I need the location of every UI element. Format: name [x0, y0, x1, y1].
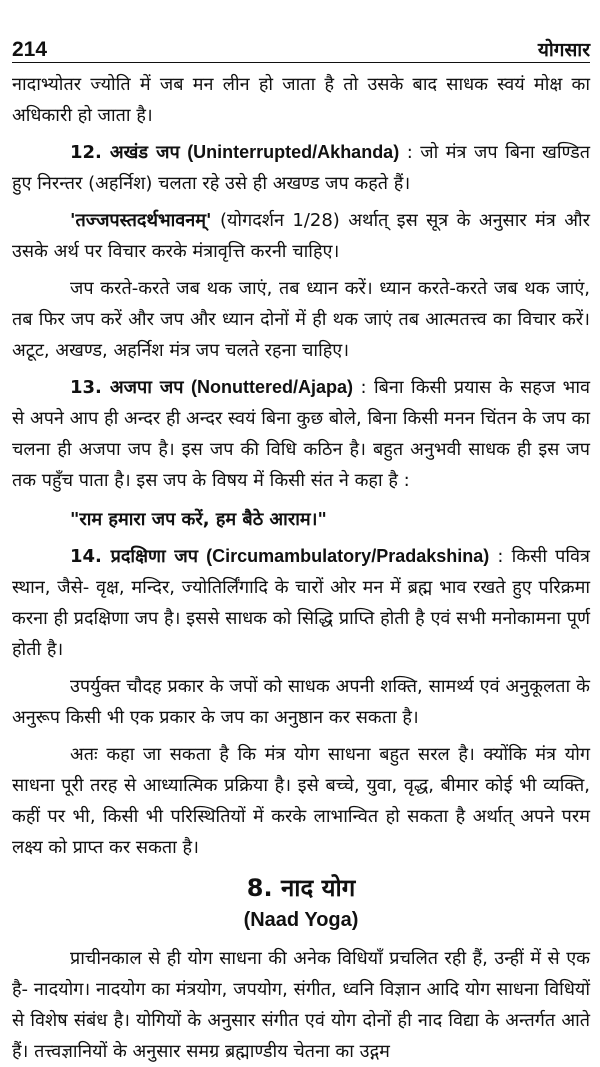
english-term-ajapa: (Nonuttered/Ajapa): [190, 377, 353, 397]
paragraph-1: नादाभ्योतर ज्योति में जब मन लीन हो जाता है तो उसके बाद साधक स्वयं मोक्ष का अधिकारी हो जाता है।: [12, 74, 590, 126]
paragraph-sutra-text: (योगदर्शन 1/28) अर्थात् इस सूत्र के अनुसार मंत्र और उसके अर्थ पर विचार करके मंत्रावृत्ति करनी चाहिए।: [12, 210, 590, 262]
paragraph-pradakshina-jap: [12, 541, 590, 665]
item-number-14: 14. प्रदक्षिणा जप: [70, 546, 198, 567]
page-header: [12, 0, 590, 63]
paragraph-naad-yoga: प्राचीनकाल से ही योग साधना की अनेक विधियाँ प्रचलित रही हैं, उन्हीं में से एक है- नादयोग। नादयोग का मंत्रयोग, जपयोग, संगीत, ध्वनि विज्ञान आदि योग साधना विधियों से विशेष संबंध है। योगियों के अनुसार संगीत एवं योग दोनों ही नाद विद्या के अन्तर्गत आते हैं। तत्त्वज्ञानियों के अनुसार समग्र ब्रह्माण्डीय चेतना का उद्गम: [12, 948, 590, 1062]
page-body: [12, 69, 590, 1067]
section-subtitle: (Naad Yoga): [243, 909, 359, 931]
paragraph-akhanda-jap: [12, 137, 590, 199]
paragraph-summary: उपर्युक्त चौदह प्रकार के जपों को साधक अपनी शक्ति, सामर्थ्य एवं अनुकूलता के अनुरूप किसी भी एक प्रकार के जप का अनुष्ठान कर सकता है।: [12, 676, 590, 728]
english-term-akhanda: (Uninterrupted/Akhanda): [187, 142, 400, 162]
paragraph-akhanda-text: : जो मंत्र जप बिना खण्डित हुए निरन्तर (अहर्निश) चलता रहे उसे ही अखण्ड जप कहते हैं।: [12, 142, 590, 194]
paragraph-pradakshina-text: : किसी पवित्र स्थान, जैसे- वृक्ष, मन्दिर, ज्योतिर्लिंगादि के चारों ओर मन में ब्रह्म भाव रखते हुए परिक्रमा करना ही प्रदक्षिणा जप है। इससे साधक को सिद्धि प्राप्ति होती है एवं सभी मनोकामना पूर्ण होती है।: [12, 546, 590, 660]
paragraph-jap-dhyan: जप करते-करते जब थक जाएं, तब ध्यान करें। ध्यान करते-करते जब थक जाएं, तब फिर जप करें और जप और ध्यान दोनों में ही थक जाएं तब आत्मतत्त्व का विचार करें। अटूट, अखण्ड, अहर्निश मंत्र जप चलते रहना चाहिए।: [12, 278, 590, 361]
paragraph-ajapa-text: : बिना किसी प्रयास के सहज भाव से अपने आप ही अन्दर ही अन्दर स्वयं बिना कुछ बोले, बिना किसी मनन चिंतन के जप का चलना ही अजपा जप है। इस जप की विधि कठिन है। बहुत अनुभवी साधक ही इस जप तक पहुँच पाता है। इस जप के विषय में किसी संत ने कहा है :: [12, 377, 590, 491]
page-number: 214: [12, 38, 48, 61]
section-title: 8. नाद योग: [246, 874, 356, 902]
paragraph-sutra: [12, 205, 590, 267]
paragraph-ajapa-jap: [12, 372, 590, 496]
item-number-12: 12. अखंड जप: [70, 142, 180, 163]
english-term-pradakshina: (Circumambulatory/Pradakshina): [206, 546, 490, 566]
running-title: योगसार: [537, 40, 590, 61]
paragraph-conclusion: अतः कहा जा सकता है कि मंत्र योग साधना बहुत सरल है। क्योंकि मंत्र योग साधना पूरी तरह से आध्यात्मिक प्रक्रिया है। इसे बच्चे, युवा, वृद्ध, बीमार कोई भी व्यक्ति, कहीं पर भी, किसी भी परिस्थितियों में करके लाभान्वित हो सकता है अर्थात् अपने परम लक्ष्य को प्राप्त कर सकता है।: [12, 744, 590, 858]
sutra-quote: 'तज्जपस्तदर्थभावनम्': [70, 210, 212, 231]
item-number-13: 13. अजपा जप: [70, 377, 184, 398]
saint-quote: "राम हमारा जप करें, हम बैठे आराम।": [70, 509, 327, 530]
